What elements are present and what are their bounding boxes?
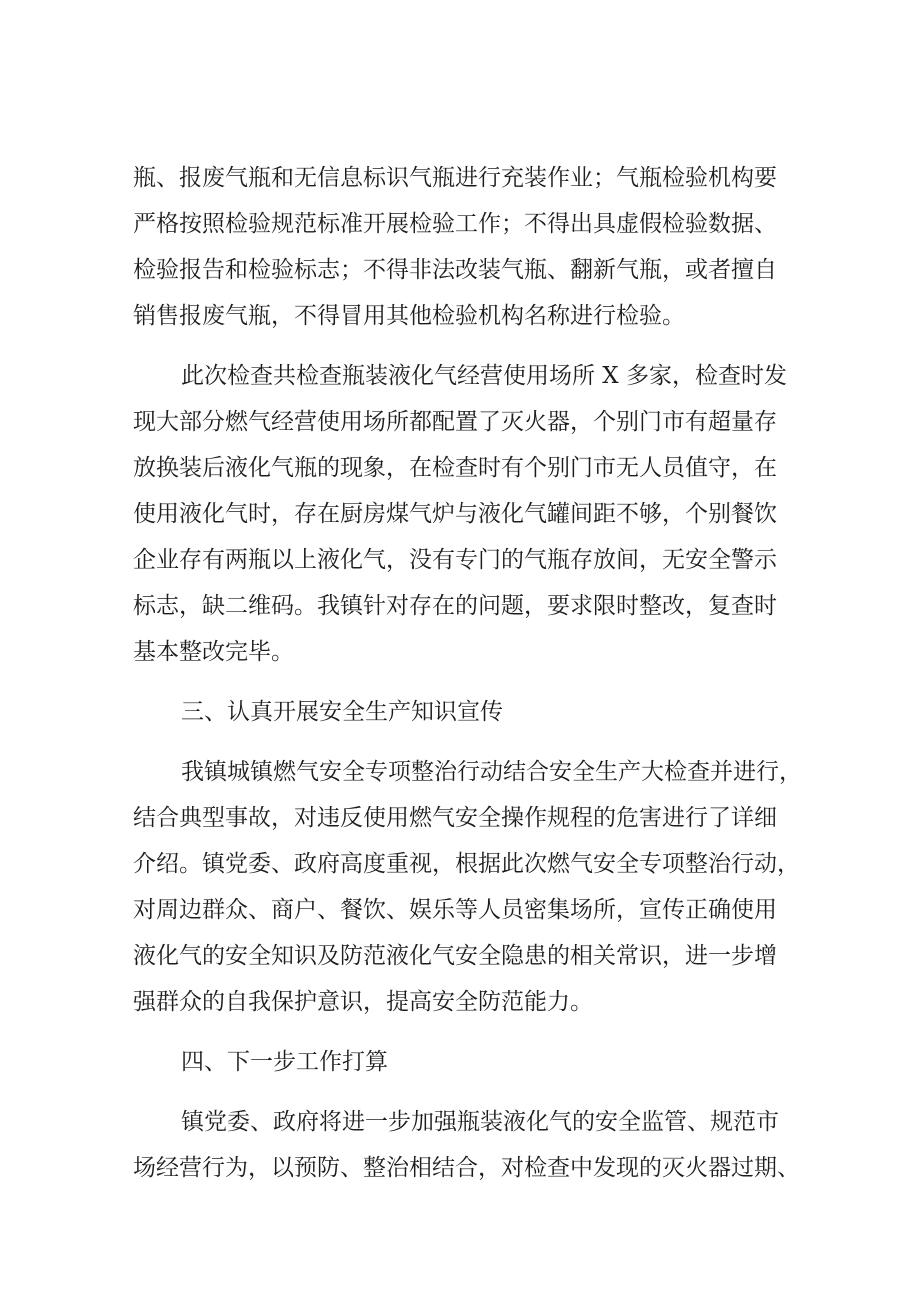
paragraph-3-line: 液化气的安全知识及防范液化气安全隐患的相关常识，进一步增 xyxy=(133,943,777,969)
paragraph-2-line: 基本整改完毕。 xyxy=(133,639,294,665)
paragraph-2-line: 企业存有两瓶以上液化气，没有专门的气瓶存放间，无安全警示 xyxy=(133,547,777,573)
paragraph-2-line: 此次检查共检查瓶装液化气经营使用场所 X 多家，检查时发 xyxy=(181,363,787,389)
paragraph-1-line: 销售报废气瓶，不得冒用其他检验机构名称进行检验。 xyxy=(133,303,685,329)
paragraph-3-line: 强群众的自我保护意识，提高安全防范能力。 xyxy=(133,989,593,1015)
paragraph-3-line: 我镇城镇燃气安全专项整治行动结合安全生产大检查并进行， xyxy=(181,759,802,785)
paragraph-3-line: 介绍。镇党委、政府高度重视，根据此次燃气安全专项整治行动， xyxy=(133,851,800,877)
paragraph-3-line: 结合典型事故，对违反使用燃气安全操作规程的危害进行了详细 xyxy=(133,805,777,831)
paragraph-4-line: 镇党委、政府将进一步加强瓶装液化气的安全监管、规范市 xyxy=(181,1109,779,1135)
paragraph-4-line: 场经营行为，以预防、整治相结合，对检查中发现的灭火器过期、 xyxy=(133,1155,800,1181)
paragraph-3-line: 对周边群众、商户、餐饮、娱乐等人员密集场所，宣传正确使用 xyxy=(133,897,777,923)
paragraph-1-line: 检验报告和检验标志；不得非法改装气瓶、翻新气瓶，或者擅自 xyxy=(133,257,777,283)
paragraph-2-line: 使用液化气时，存在厨房煤气炉与液化气罐间距不够，个别餐饮 xyxy=(133,501,777,527)
paragraph-1-line: 瓶、报废气瓶和无信息标识气瓶进行充装作业；气瓶检验机构要 xyxy=(133,165,777,191)
paragraph-2-line: 现大部分燃气经营使用场所都配置了灭火器，个别门市有超量存 xyxy=(133,409,777,435)
paragraph-1-line: 严格按照检验规范标准开展检验工作；不得出具虚假检验数据、 xyxy=(133,211,777,237)
section-heading-3: 三、认真开展安全生产知识宣传 xyxy=(181,699,503,725)
paragraph-2-line: 标志，缺二维码。我镇针对存在的问题，要求限时整改，复查时 xyxy=(133,593,777,619)
paragraph-2-line: 放换装后液化气瓶的现象，在检查时有个别门市无人员值守，在 xyxy=(133,455,777,481)
section-heading-4: 四、下一步工作打算 xyxy=(181,1049,388,1075)
